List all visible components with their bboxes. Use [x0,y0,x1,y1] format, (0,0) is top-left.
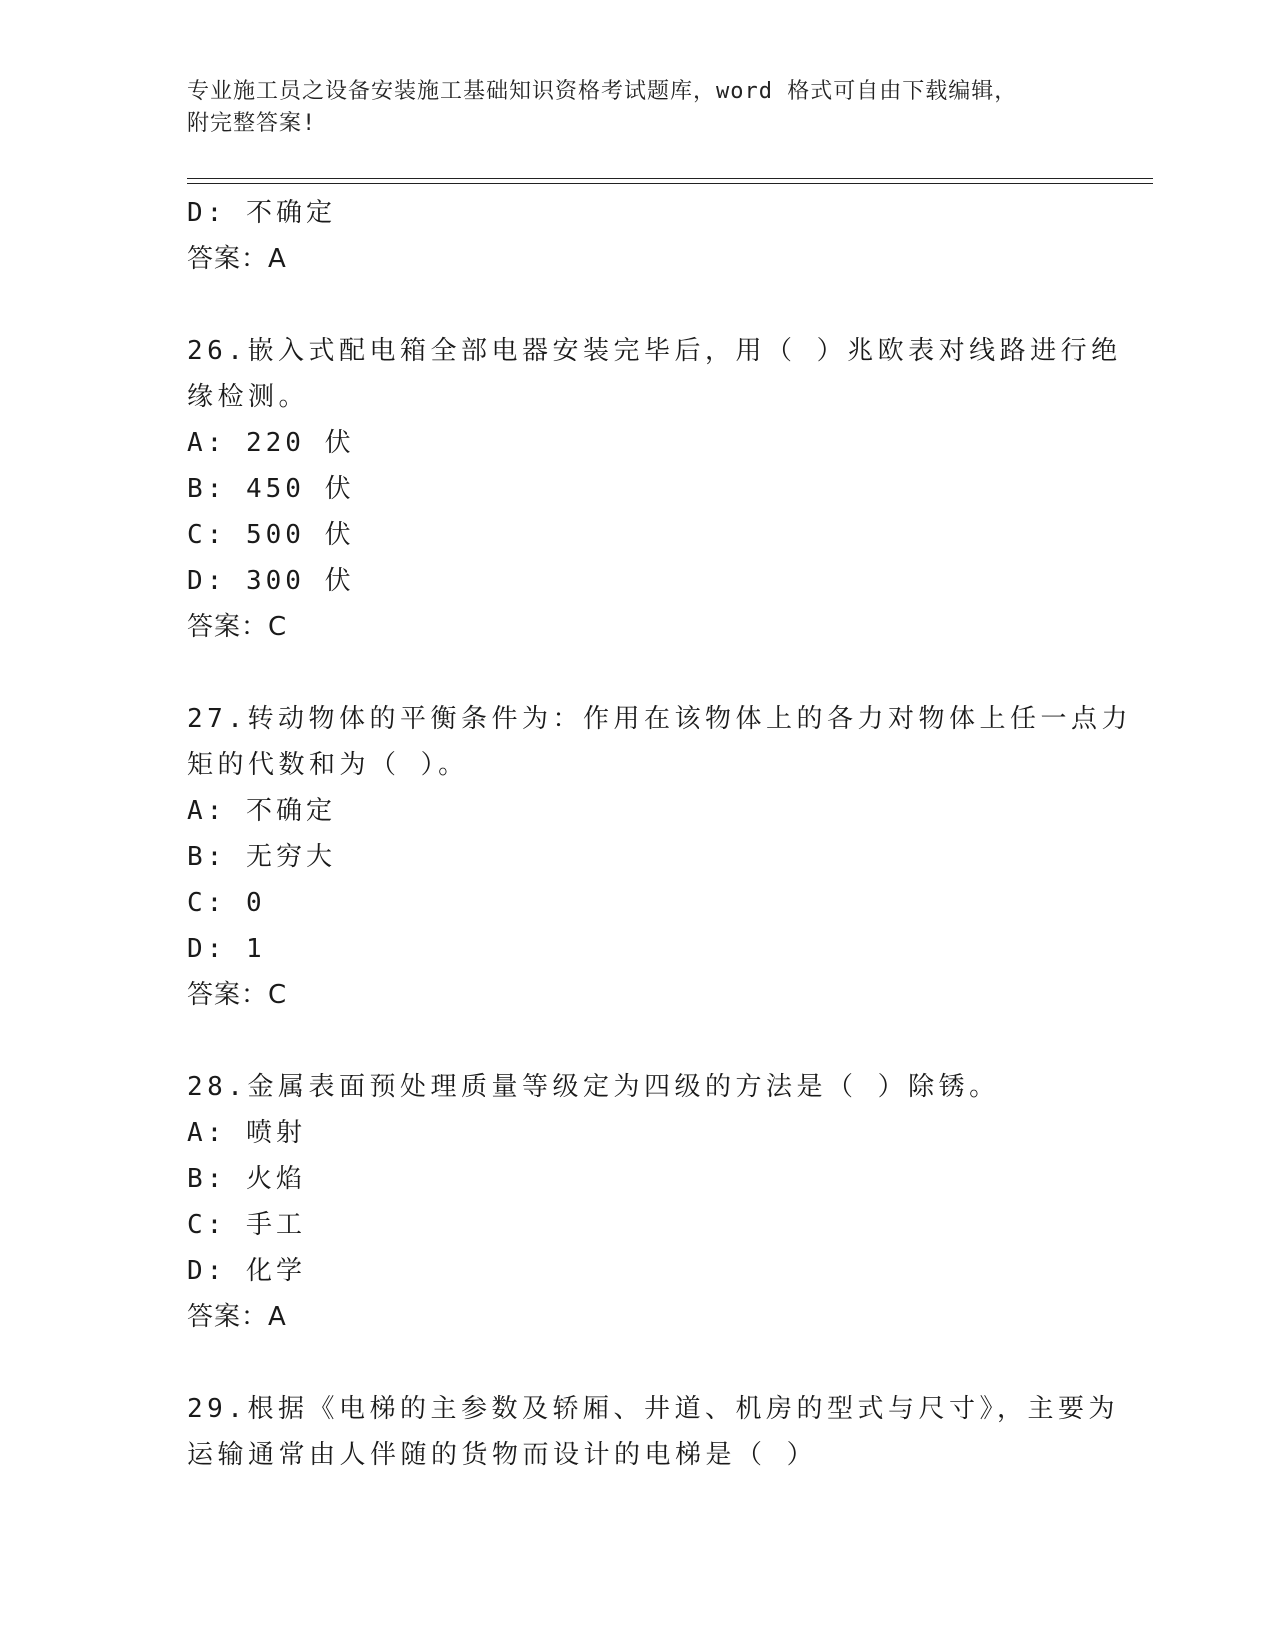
option-b: B: 450 伏 [187,474,355,504]
header-divider-bottom [187,183,1153,184]
question-stem-line: 运输通常由人伴随的货物而设计的电梯是（ ） [187,1440,818,1470]
question-list [187,190,1132,1478]
question-stem-line: 29.根据《电梯的主参数及轿厢、井道、机房的型式与尺寸》，主要为 [187,1394,1119,1424]
question-stem-line: 矩的代数和为（ ）。 [187,750,469,780]
answer: 答案：C [187,612,288,642]
answer: 答案：A [187,244,287,274]
question-26 [187,328,1122,650]
option-a: A: 喷射 [187,1118,306,1148]
header-line-2: 附完整答案! [187,111,317,136]
question-29 [187,1386,1119,1478]
question-stem-line: 27.转动物体的平衡条件为：作用在该物体上的各力对物体上任一点力 [187,704,1132,734]
question-stem-line: 28.金属表面预处理质量等级定为四级的方法是（ ）除锈。 [187,1072,1000,1102]
option-d: D: 化学 [187,1256,306,1286]
question-28 [187,1064,1087,1340]
option-d: D: 300 伏 [187,566,355,596]
option-a: A: 不确定 [187,796,336,826]
option-c: C: 500 伏 [187,520,355,550]
question-stem-line: 缘检测。 [187,382,310,412]
question-stem-line: 26.嵌入式配电箱全部电器安装完毕后，用（ ）兆欧表对线路进行绝 [187,336,1122,366]
header-line-1: 专业施工员之设备安装施工基础知识资格考试题库，word 格式可自由下载编辑， [187,79,1018,104]
option-d: D: 1 [187,934,266,964]
option-b: B: 火焰 [187,1164,306,1194]
option-a: A: 220 伏 [187,428,355,458]
option-c: C: 手工 [187,1210,306,1240]
answer: 答案：A [187,1302,287,1332]
previous-question-tail [187,190,1087,282]
header-divider-top [187,178,1153,179]
question-27 [187,696,1132,1018]
option-d: D: 不确定 [187,198,336,228]
document-header [187,76,1067,140]
answer: 答案：C [187,980,288,1010]
option-c: C: 0 [187,888,266,918]
option-b: B: 无穷大 [187,842,336,872]
